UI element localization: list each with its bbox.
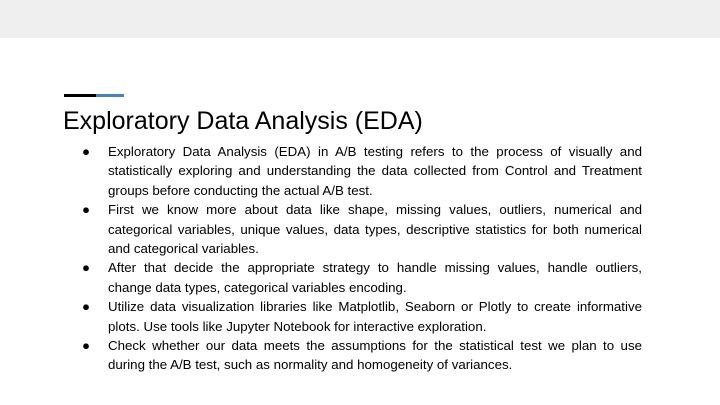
bullet-item	[82, 297, 642, 336]
bullet-item	[82, 336, 642, 375]
bullet-text: Check whether our data meets the assumptions for the statistical test we plan to use during the A/B test, such as normality and homogeneity of variances.	[108, 338, 642, 373]
bullet-item	[82, 258, 642, 297]
bullet-list	[82, 142, 642, 375]
bullet-dot-icon: ●	[82, 338, 91, 354]
bullet-text: Exploratory Data Analysis (EDA) in A/B testing refers to the process of visually and statistically exploring and understanding the data collected from Control and Treatment groups before conducting the actual A/B test.	[108, 144, 642, 198]
title-accent-dark-bar	[64, 94, 96, 97]
bullet-dot-icon: ●	[82, 299, 91, 315]
bullet-dot-icon: ●	[82, 202, 91, 218]
bullet-item	[82, 200, 642, 258]
slide-title: Exploratory Data Analysis (EDA)	[63, 107, 423, 135]
slide	[0, 38, 720, 405]
bullet-dot-icon: ●	[82, 144, 91, 159]
title-accent-blue-bar	[96, 94, 124, 97]
bullet-text: Utilize data visualization libraries like Matplotlib, Seaborn or Plotly to create informative plots. Use tools like Jupyter Notebook for interactive exploration.	[108, 299, 642, 334]
top-band	[0, 0, 720, 38]
bullet-text: First we know more about data like shape, missing values, outliers, numerical and categorical variables, unique values, data types, descriptive statistics for both numerical and categorical variables.	[108, 202, 642, 257]
bullet-item	[82, 142, 642, 200]
bullet-text: After that decide the appropriate strategy to handle missing values, handle outliers, change data types, categorical variables encoding.	[108, 260, 642, 295]
bullet-dot-icon: ●	[82, 260, 91, 276]
